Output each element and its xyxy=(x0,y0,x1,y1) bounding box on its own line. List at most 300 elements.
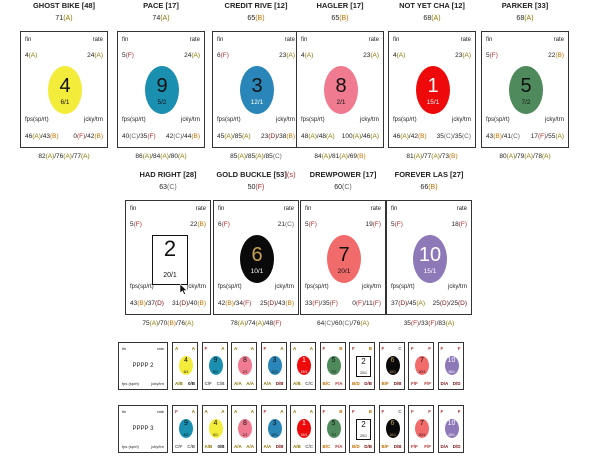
fps-grades: F/F xyxy=(411,381,418,386)
fin-label: fin xyxy=(393,37,400,43)
jcky-grades: 0/B xyxy=(217,444,225,449)
program-number: 8 xyxy=(243,420,247,427)
morning-line-odds: 5/2 xyxy=(183,433,189,437)
fin-grade: F xyxy=(322,409,326,414)
morning-line-odds: 15/1 xyxy=(426,99,440,106)
pppp-horse-card[interactable] xyxy=(438,405,464,453)
morning-line-odds: 6/1 xyxy=(60,99,70,106)
pppp-horse-card[interactable] xyxy=(290,405,316,453)
rate-grade: F xyxy=(428,346,431,351)
jcky-grades: D/D xyxy=(452,381,461,386)
saddlecloth-oval xyxy=(179,356,193,375)
jcky-values: 17(F)/55(A) xyxy=(530,133,564,140)
fin-value: 5(F) xyxy=(122,52,134,59)
rate-grade: A xyxy=(280,346,284,351)
pppp-horse-card[interactable] xyxy=(408,342,434,390)
program-number: 1 xyxy=(302,420,306,427)
horse-name: CREDIT RIVE [12] xyxy=(224,1,288,10)
program-number: 4 xyxy=(184,357,188,364)
morning-line-odds: 10/1 xyxy=(250,268,264,275)
jcky-grades: D/B xyxy=(364,444,372,449)
morning-line-odds: 12/1 xyxy=(250,99,264,106)
saddlecloth-oval xyxy=(48,66,82,114)
morning-line-odds: 2/1 xyxy=(242,370,248,374)
jcky-grades: F/F xyxy=(424,444,431,449)
horse-card[interactable] xyxy=(481,31,569,148)
fps-grades: B/D xyxy=(352,444,360,449)
program-number: 7 xyxy=(420,420,424,427)
jcky-label: jcky/trn xyxy=(544,117,564,123)
jcky-grades: D/B xyxy=(393,381,402,386)
jcky-values: 23(D)/38(B) xyxy=(261,133,295,140)
horse-card[interactable] xyxy=(125,200,211,315)
jcky-values: 0(F)/42(B) xyxy=(73,133,103,140)
program-number: 9 xyxy=(156,75,168,97)
rate-grade: A xyxy=(191,409,195,414)
pppp-horse-card[interactable] xyxy=(202,342,228,390)
fps-grades: C/F xyxy=(175,444,183,449)
program-number: 10 xyxy=(447,420,456,427)
speed-figures-footer: 64(C)/60(C)/76(A) xyxy=(316,320,370,327)
saddlecloth-oval xyxy=(268,356,282,375)
rate-grade: A xyxy=(309,346,313,351)
pppp-title: PPPP 2 xyxy=(132,363,154,369)
horse-name: DREWPOWER [17] xyxy=(309,170,377,179)
fps-values: 45(A)/85(A) xyxy=(217,133,251,140)
fin-grade: F xyxy=(411,409,414,414)
saddlecloth-oval xyxy=(238,356,252,375)
fps-label: fps(sp/rt) xyxy=(218,284,242,290)
fin-label: fin xyxy=(486,37,493,43)
fps-values: 46(A)/43(B) xyxy=(25,133,59,140)
program-number: 5 xyxy=(520,75,532,97)
saddlecloth-oval xyxy=(445,419,459,438)
morning-line-odds: 2/1 xyxy=(336,99,346,106)
probability-rating: 68(A) xyxy=(423,15,441,22)
morning-line-odds: 6/1 xyxy=(213,433,218,437)
jcky-grades: D/B xyxy=(393,444,402,449)
pppp-horse-card[interactable] xyxy=(320,342,346,390)
jcky-label: jcky/trn xyxy=(451,117,471,123)
horse-name: GOLD BUCKLE [53] xyxy=(216,170,287,179)
pppp-horse-card[interactable] xyxy=(202,405,228,453)
speed-figures-footer: 84(A)/81(A)/69(B) xyxy=(314,153,366,160)
fps-values: 43(B)/37(D) xyxy=(130,300,164,307)
jcky-grades: C/C xyxy=(305,444,313,449)
jcky-values: 100(A)/46(A) xyxy=(341,133,379,140)
rate-value: 24(A) xyxy=(184,52,200,59)
jcky-grades: D/D xyxy=(452,444,461,449)
horse-name-header[interactable] xyxy=(378,1,486,10)
fin-label: fin xyxy=(122,346,127,351)
fps-grades: B/C xyxy=(322,381,331,386)
fps-grades: A/B xyxy=(293,381,301,386)
horse-name-header[interactable] xyxy=(10,1,118,10)
rate-grade: A xyxy=(309,409,313,414)
rate-value: 23(A) xyxy=(455,52,471,59)
fin-label: fin xyxy=(122,409,127,414)
fin-grade: A xyxy=(204,409,208,414)
saddlecloth-oval xyxy=(238,419,252,438)
fin-label: fin xyxy=(218,206,225,212)
probability-rating: 50(F) xyxy=(247,184,265,191)
saddlecloth-oval xyxy=(179,419,193,438)
fps-grades: D/A xyxy=(440,381,449,386)
jcky-label: jcky/trn xyxy=(83,117,103,123)
fps-label: fps(sp/rt) xyxy=(25,117,49,123)
fin-grade: F xyxy=(352,409,355,414)
horse-card[interactable] xyxy=(20,31,108,148)
speed-figures-footer: 78(A)/74(A)/48(F) xyxy=(230,320,282,327)
fin-grade: A xyxy=(175,346,179,351)
fps-grades: A/A xyxy=(234,381,242,386)
saddlecloth-oval xyxy=(240,235,274,283)
fin-label: fin xyxy=(122,37,129,43)
fin-value: 5(F) xyxy=(486,52,498,59)
fin-grade: A xyxy=(293,346,297,351)
fin-grade: F xyxy=(440,409,444,414)
fin-value: 5(F) xyxy=(130,221,142,228)
fps-grades: D/A xyxy=(440,444,449,449)
horse-name: HAD RIGHT [28] xyxy=(139,170,197,179)
saddlecloth-oval xyxy=(416,66,450,114)
morning-line-odds: 7/2 xyxy=(521,99,531,106)
pppp-horse-card[interactable] xyxy=(172,405,198,453)
program-number: 2 xyxy=(361,357,366,366)
program-number: 6 xyxy=(390,357,395,364)
fin-grade: A xyxy=(234,409,238,414)
morning-line-odds: 20/1 xyxy=(337,268,351,275)
jcky-grades: C/B xyxy=(216,381,225,386)
morning-line-odds: 15/1 xyxy=(423,268,437,275)
pppp-horse-card[interactable] xyxy=(408,405,434,453)
jcky-grades: D/B xyxy=(275,444,284,449)
morning-line-odds: 20/1 xyxy=(418,370,426,374)
fps-label: fps (sp/rt) xyxy=(122,444,139,449)
pppp-horse-card[interactable] xyxy=(349,405,375,453)
rate-value: 19(F) xyxy=(365,221,381,228)
speed-figures-footer: 82(A)/76(A)/77(A) xyxy=(38,153,90,160)
program-number: 10 xyxy=(418,244,442,266)
horse-name-header[interactable] xyxy=(471,1,579,10)
jcky-grades: C/C xyxy=(305,381,313,386)
fin-grade: F xyxy=(352,346,355,351)
horse-card[interactable] xyxy=(300,200,386,315)
program-number-box xyxy=(356,419,371,440)
program-number: 3 xyxy=(251,75,263,97)
jcky-values: 25(D)/25(D) xyxy=(432,300,467,307)
rate-value: 23(A) xyxy=(279,52,295,59)
jcky-label: jcky/trn xyxy=(275,117,295,123)
jcky-grades: F/A xyxy=(335,444,343,449)
fps-label: fps(sp/rt) xyxy=(122,117,146,123)
fin-label: fin xyxy=(301,37,308,43)
fps-label: fps(sp/rt) xyxy=(393,117,417,123)
rate-label: rate xyxy=(460,37,471,43)
rate-grade: A xyxy=(250,346,254,351)
program-number-box xyxy=(356,356,371,377)
jcky-values: 42(C)/44(B) xyxy=(166,133,200,140)
rate-label: rate xyxy=(456,206,467,212)
pppp-horse-card[interactable] xyxy=(261,342,287,390)
fps-values: 33(F)/35(F) xyxy=(305,300,338,307)
rate-label: rate xyxy=(157,409,164,414)
probability-rating: 66(B) xyxy=(420,184,438,191)
rate-value: 22(B) xyxy=(190,221,206,228)
rate-label: rate xyxy=(195,206,206,212)
rate-grade: A xyxy=(280,409,284,414)
saddlecloth-oval xyxy=(445,356,459,375)
jcky-label: jcky/trn xyxy=(151,381,164,386)
rate-label: rate xyxy=(370,206,381,212)
jcky-grades: 0/B xyxy=(187,381,195,386)
jcky-label: jcky/trn xyxy=(361,284,381,290)
pppp-horse-card[interactable] xyxy=(320,405,346,453)
saddlecloth-oval xyxy=(386,356,400,375)
horse-card[interactable] xyxy=(388,31,476,148)
rate-value: 21(C) xyxy=(277,221,294,228)
jcky-values: 35(C)/35(C) xyxy=(436,133,471,140)
morning-line-odds: 2/1 xyxy=(242,433,248,437)
fin-value: 5(F) xyxy=(391,221,403,228)
rate-grade: A xyxy=(221,346,225,351)
fin-value: 4(A) xyxy=(301,52,314,59)
fps-grades: B/C xyxy=(322,444,331,449)
saddlecloth-oval xyxy=(209,356,223,375)
jcky-label: jcky/trn xyxy=(447,284,467,290)
rate-label: rate xyxy=(368,37,379,43)
horse-tag: (s) xyxy=(286,170,296,179)
fin-grade: F xyxy=(263,346,267,351)
rate-grade: B xyxy=(339,409,343,414)
fin-grade: F xyxy=(322,346,326,351)
fin-label: fin xyxy=(391,206,398,212)
jcky-grades: A/A xyxy=(246,444,254,449)
horse-name: NOT YET CHA [12] xyxy=(399,1,465,10)
horse-name: GHOST BIKE [48] xyxy=(32,1,96,10)
program-number: 3 xyxy=(272,357,277,364)
probability-rating: 74(A) xyxy=(152,15,170,22)
fin-grade: F xyxy=(440,346,444,351)
morning-line-odds: 7/2 xyxy=(331,370,336,374)
program-number: 6 xyxy=(390,420,395,427)
fps-grades: B/F xyxy=(381,444,389,449)
saddlecloth-oval xyxy=(297,356,311,375)
jcky-values: 0(F)/11(F) xyxy=(352,300,381,307)
fps-values: 43(B)/41(C) xyxy=(486,133,520,140)
pppp-horse-card[interactable] xyxy=(231,405,257,453)
program-number: 1 xyxy=(427,75,439,97)
fps-grades: A/B xyxy=(293,444,301,449)
fin-label: fin xyxy=(130,206,137,212)
pppp-horse-card[interactable] xyxy=(290,342,316,390)
fin-value: 6(F) xyxy=(218,221,230,228)
fps-grades: A/A xyxy=(234,444,242,449)
rate-label: rate xyxy=(92,37,103,43)
pppp-horse-card[interactable] xyxy=(231,342,257,390)
jcky-grades: C/B xyxy=(187,444,195,449)
saddlecloth-oval xyxy=(415,356,429,375)
fin-value: 4(A) xyxy=(393,52,406,59)
rate-grade: C xyxy=(398,409,402,414)
program-number: 4 xyxy=(59,75,71,97)
fps-label: fps(sp/rt) xyxy=(130,284,154,290)
fps-values: 46(A)/42(B) xyxy=(393,133,427,140)
pppp-horse-card[interactable] xyxy=(379,405,405,453)
morning-line-odds: 12/1 xyxy=(271,433,278,437)
horse-card[interactable] xyxy=(386,200,472,315)
jcky-label: jcky/trn xyxy=(151,444,164,449)
fin-value: 4(A) xyxy=(25,52,38,59)
horse-card[interactable] xyxy=(213,200,299,315)
pppp-horse-card[interactable] xyxy=(172,342,198,390)
saddlecloth-oval xyxy=(209,419,223,438)
probability-rating: 68(A) xyxy=(516,15,534,22)
rate-label: rate xyxy=(157,346,164,351)
horse-name-header[interactable] xyxy=(107,1,215,10)
saddlecloth-oval xyxy=(240,66,274,114)
probability-rating: 71(A) xyxy=(55,15,73,22)
rate-label: rate xyxy=(553,37,564,43)
fin-label: fin xyxy=(305,206,312,212)
speed-figures-footer: 81(A)/77(A)/73(B) xyxy=(406,153,458,160)
rate-value: 22(B) xyxy=(548,52,564,59)
rate-grade: B xyxy=(368,346,372,351)
morning-line-odds: 15/1 xyxy=(300,433,308,437)
fin-label: fin xyxy=(25,37,32,43)
jcky-label: jcky/trn xyxy=(274,284,294,290)
speed-figures-footer: 75(A)/70(B)/76(A) xyxy=(142,320,194,327)
fin-grade: A xyxy=(234,346,238,351)
fin-grade: A xyxy=(293,409,297,414)
speed-figures-footer: 35(F)/33(F)/83(A) xyxy=(403,320,455,327)
fps-label: fps (sp/rt) xyxy=(122,381,139,386)
horse-name: PACE [17] xyxy=(143,1,179,10)
speed-figures-footer: 80(A)/79(A)/78(A) xyxy=(499,153,551,160)
program-number: 5 xyxy=(331,357,336,364)
program-number: 1 xyxy=(302,357,306,364)
program-number-box xyxy=(152,235,188,285)
rate-value: 23(A) xyxy=(363,52,379,59)
fps-label: fps(sp/rt) xyxy=(301,117,325,123)
probability-rating: 60(C) xyxy=(334,184,352,191)
program-number: 8 xyxy=(335,75,347,97)
horse-name: FOREVER LAS [27] xyxy=(394,170,464,179)
jcky-label: jcky/trn xyxy=(180,117,200,123)
morning-line-odds: 10/1 xyxy=(389,433,396,437)
pppp-horse-card[interactable] xyxy=(261,405,287,453)
fin-label: fin xyxy=(217,37,224,43)
pppp-label-card[interactable] xyxy=(118,342,168,390)
program-number: 5 xyxy=(331,420,336,427)
jcky-grades: D/B xyxy=(364,381,372,386)
morning-line-odds: 15/1 xyxy=(300,370,308,374)
program-number: 2 xyxy=(163,236,177,261)
saddlecloth-oval xyxy=(413,235,447,283)
saddlecloth-oval xyxy=(386,419,400,438)
morning-line-odds: 5/2 xyxy=(157,99,167,106)
morning-line-odds: 20/1 xyxy=(360,434,367,438)
rate-grade: F xyxy=(457,409,461,414)
program-number: 8 xyxy=(243,357,247,364)
rate-grade: F xyxy=(457,346,461,351)
saddlecloth-oval xyxy=(327,356,341,375)
rate-grade: C xyxy=(398,346,402,351)
fps-grades: A/B xyxy=(204,444,213,449)
program-number: 7 xyxy=(420,357,424,364)
morning-line-odds: 5/2 xyxy=(213,370,218,374)
program-number: 6 xyxy=(251,244,263,266)
fps-label: fps(sp/rt) xyxy=(305,284,329,290)
fin-grade: F xyxy=(381,346,385,351)
jcky-label: jcky/trn xyxy=(359,117,379,123)
jcky-grades: F/A xyxy=(335,381,343,386)
speed-figures-footer: 86(A)/84(A)/80(A) xyxy=(135,153,187,160)
fps-label: fps(sp/rt) xyxy=(391,284,415,290)
program-number: 7 xyxy=(338,244,350,266)
fin-grade: F xyxy=(263,409,267,414)
saddlecloth-oval xyxy=(324,66,358,114)
rate-label: rate xyxy=(189,37,200,43)
pppp-horse-card[interactable] xyxy=(438,342,464,390)
jcky-grades: F/F xyxy=(424,381,431,386)
fps-grades: A/B xyxy=(175,381,183,386)
horse-card[interactable] xyxy=(212,31,300,148)
fps-grades: C/F xyxy=(204,381,212,386)
morning-line-odds: 20/1 xyxy=(360,371,367,375)
jcky-grades: D/B xyxy=(275,381,284,386)
morning-line-odds: 20/1 xyxy=(163,272,177,279)
fps-label: fps(sp/rt) xyxy=(486,117,510,123)
fin-value: 6(F) xyxy=(217,52,229,59)
program-number: 2 xyxy=(361,420,366,429)
pppp-horse-card[interactable] xyxy=(379,342,405,390)
fin-grade: F xyxy=(175,409,178,414)
program-number: 4 xyxy=(213,420,218,427)
rate-value: 18(F) xyxy=(451,221,467,228)
mouse-cursor xyxy=(180,282,188,300)
horse-name: PARKER [33] xyxy=(501,1,549,10)
pppp-label-card[interactable] xyxy=(118,405,168,453)
horse-name: HAGLER [17] xyxy=(316,1,364,10)
fps-grades: B/D xyxy=(352,381,360,386)
jcky-grades: A/A xyxy=(246,381,254,386)
morning-line-odds: 15/1 xyxy=(448,433,455,437)
saddlecloth-oval xyxy=(327,235,361,283)
fps-grades: F/F xyxy=(411,444,418,449)
saddlecloth-oval xyxy=(297,419,311,438)
horse-card[interactable] xyxy=(117,31,205,148)
fps-label: fps(sp/rt) xyxy=(217,117,241,123)
rate-grade: B xyxy=(368,409,372,414)
horse-card[interactable] xyxy=(296,31,384,148)
morning-line-odds: 15/1 xyxy=(448,370,455,374)
program-number: 3 xyxy=(272,420,277,427)
horse-name-header[interactable] xyxy=(376,170,482,179)
speed-figures-footer: 85(A)/85(A)/85(C) xyxy=(230,153,282,160)
fin-value: 5(F) xyxy=(305,221,317,228)
rate-grade: A xyxy=(250,409,254,414)
saddlecloth-oval xyxy=(509,66,543,114)
pppp-horse-card[interactable] xyxy=(349,342,375,390)
morning-line-odds: 7/2 xyxy=(331,433,336,437)
rate-grade: A xyxy=(221,409,225,414)
rate-label: rate xyxy=(284,37,295,43)
fin-grade: F xyxy=(381,409,385,414)
morning-line-odds: 20/1 xyxy=(418,433,426,437)
fps-values: 42(B)/34(F) xyxy=(218,300,252,307)
jcky-label: jcky/trn xyxy=(186,284,206,290)
